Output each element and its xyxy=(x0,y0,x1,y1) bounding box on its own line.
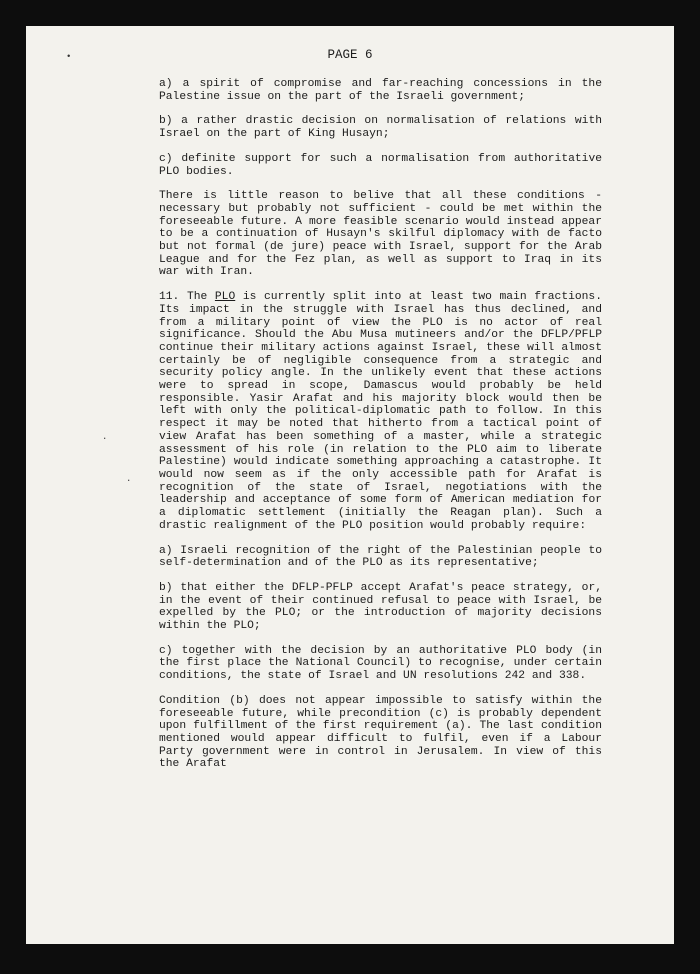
margin-mark: • xyxy=(66,52,72,62)
document-page xyxy=(26,26,674,944)
underlined-term: PLO xyxy=(214,291,236,304)
paragraph-word: The xyxy=(186,291,208,304)
margin-mark: · xyxy=(102,434,108,444)
paragraph: a) a spirit of compromise and far-reaching concessions in the Palestine issue on the part of the Israeli government; xyxy=(159,78,602,103)
paragraph: b) a rather drastic decision on normalisation of relations with Israel on the part of King Husayn; xyxy=(159,115,602,141)
margin-mark: · xyxy=(126,476,132,486)
paragraph: There is little reason to belive that all these conditions - necessary but probably not sufficient - could be met within the foreseeable future. A more feasible scenario would instead appear to be a continuation of Husayn's skilful diplomacy with de facto but not formal (de jure) peace with Israel, support for the Arab League and for the Fez plan, as well as support to Iraq in its war with Iran. xyxy=(159,190,602,279)
document-body xyxy=(159,78,602,783)
paragraph-text: is currently split into at least two main fractions. Its impact in the struggle with Israel has thus declined, and from a military point of view the PLO is no actor of real significance. Should the Abu Musa mutineers and/or the DFLP/PFLP continue their military actions against Israel, these will almost certainly be of negligible consequence from a strategic and security policy angle. In the unlikely event that these actions were to spread in scope, Damascus would probably be held responsible. Yasir Arafat and his majority block would then be left with only the political-diplomatic path to follow. In this respect it may be noted that hitherto from a tactical point of view Arafat has been something of a master, while a strategic assessment of his role (in relation to the PLO aim to liberate Palestine) would indicate something approaching a catastrophe. It would now seem as if the only accessible path for Arafat is recognition of the state of Israel, negotiations with the leadership and acceptance of some form of American mediation for a diplomatic settlement (initially the Reagan plan). Such a drastic realignment of the PLO position would probably require: xyxy=(159,291,602,532)
paragraph: b) that either the DFLP-PFLP accept Arafat's peace strategy, or, in the event of their continued refusal to peace with Israel, be expelled by the PLO; or the introduction of majority decisions within the PLO; xyxy=(159,581,602,633)
paragraph-number: 11. xyxy=(159,291,180,304)
paragraph: c) definite support for such a normalisation from authoritative PLO bodies. xyxy=(159,152,602,178)
paragraph: c) together with the decision by an authoritative PLO body (in the first place the National Council) to recognise, under certain conditions, the state of Israel and UN resolutions 242 and 338. xyxy=(159,644,602,683)
paragraph-11 xyxy=(159,291,602,532)
page-number: PAGE 6 xyxy=(327,48,373,62)
paragraph: a) Israeli recognition of the right of the Palestinian people to self-determination and of the PLO as its representative; xyxy=(159,544,602,570)
paragraph: Condition (b) does not appear impossible to satisfy within the foreseeable future, while precondition (c) is probably dependent upon fulfillment of the first requirement (a). The last condition mentioned would appear difficult to fulfil, even if a Labour Party government were in control in Jerusalem. In view of this the Arafat xyxy=(159,694,602,771)
